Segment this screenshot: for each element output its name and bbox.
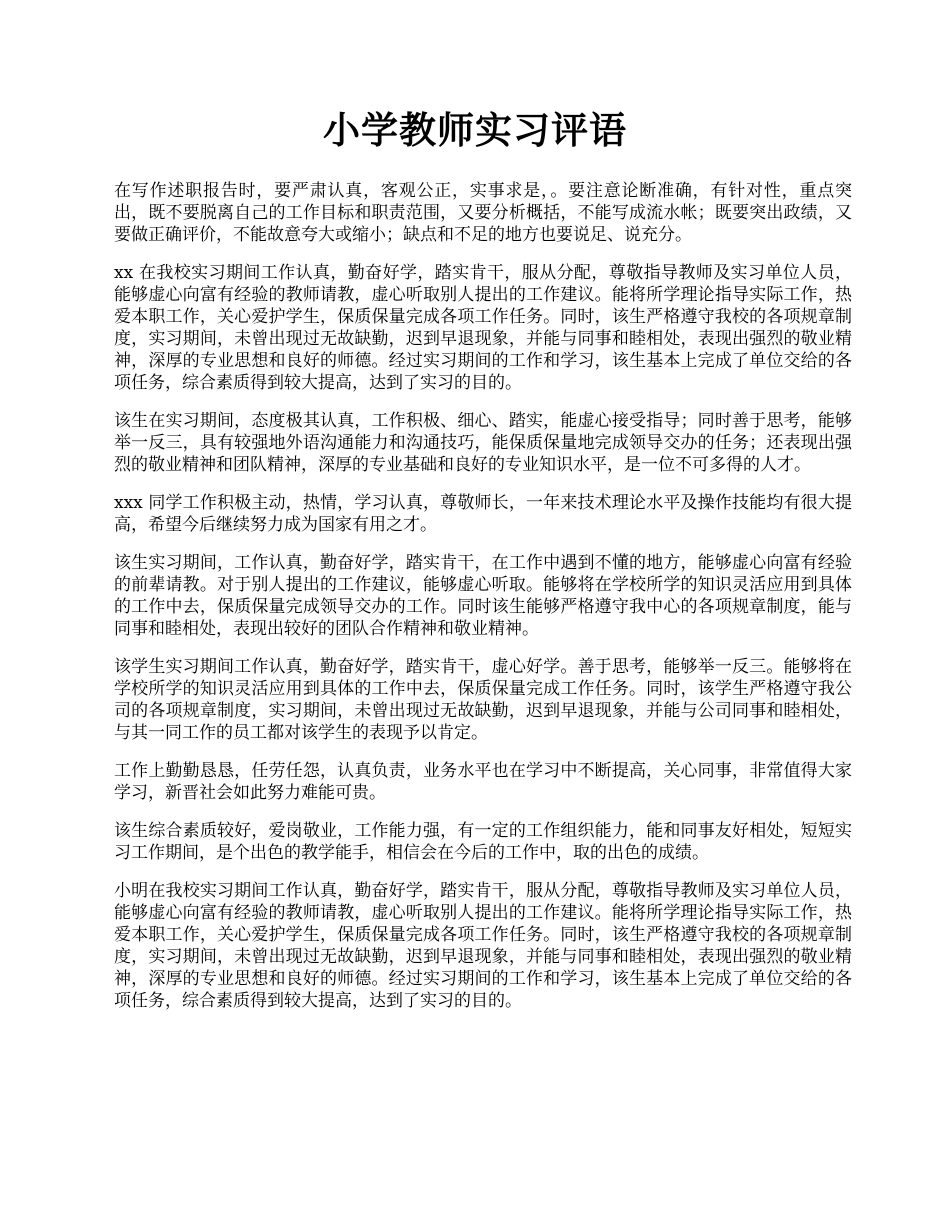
paragraph-comment-overall: 该生综合素质较好，爱岗敬业，工作能力强，有一定的工作组织能力，能和同事友好相处，短短实习工作期间，是个出色的教学能手，相信会在今后的工作中，取的出色的成绩。 xyxy=(114,821,852,863)
paragraph-comment-xiaoming: 小明在我校实习期间工作认真，勤奋好学，踏实肯干，服从分配，尊敬指导教师及实习单位人员，能够虚心向富有经验的教师请教，虚心听取别人提出的工作建议。能将所学理论指导实际工作，热爱本职工作，关心爱护学生，保质保量完成各项工作任务。同时，该生严格遵守我校的各项规章制度，实习期间，未曾出现过无故缺勤，迟到早退现象，并能与同事和睦相处，表现出强烈的敬业精神，深厚的专业思想和良好的师德。经过实习期间的工作和学习，该生基本上完成了单位交给的各项任务，综合素质得到较大提高，达到了实习的目的。 xyxy=(114,881,852,1011)
paragraph-comment-xxx: xxx 同学工作积极主动，热情，学习认真，尊敬师长，一年来技术理论水平及操作技能均有很大提高，希望今后继续努力成为国家有用之才。 xyxy=(114,493,852,535)
paragraph-comment-xx: xx 在我校实习期间工作认真，勤奋好学，踏实肯干，服从分配，尊敬指导教师及实习单位人员，能够虚心向富有经验的教师请教，虚心听取别人提出的工作建议。能将所学理论指导实际工作，热爱本职工作，关心爱护学生，保质保量完成各项工作任务。同时，该生严格遵守我校的各项规章制度，实习期间，未曾出现过无故缺勤，迟到早退现象，并能与同事和睦相处，表现出强烈的敬业精神，深厚的专业思想和良好的师德。经过实习期间的工作和学习，该生基本上完成了单位交给的各项任务，综合素质得到较大提高，达到了实习的目的。 xyxy=(114,263,852,393)
paragraph-comment-diligent: 工作上勤勤恳恳，任劳任怨，认真负责，业务水平也在学习中不断提高，关心同事，非常值得大家学习，新晋社会如此努力难能可贵。 xyxy=(114,761,852,803)
paragraph-comment-attitude: 该生在实习期间，态度极其认真，工作积极、细心、踏实，能虚心接受指导；同时善于思考，能够举一反三，具有较强地外语沟通能力和沟通技巧，能保质保量地完成领导交办的任务；还表现出强烈的敬业精神和团队精神，深厚的专业基础和良好的专业知识水平，是一位不可多得的人才。 xyxy=(114,411,852,475)
paragraph-intro: 在写作述职报告时，要严肃认真，客观公正，实事求是，。要注意论断准确，有针对性，重点突出，既不要脱离自己的工作目标和职责范围，又要分析概括，不能写成流水帐；既要突出政绩，又要做正确评价，不能故意夸大或缩小；缺点和不足的地方也要说足、说充分。 xyxy=(114,181,852,245)
page-title: 小学教师实习评语 xyxy=(323,108,627,152)
paragraph-comment-company: 该学生实习期间工作认真，勤奋好学，踏实肯干，虚心好学。善于思考，能够举一反三。能够将在学校所学的知识灵活应用到具体的工作中去，保质保量完成工作任务。同时，该学生严格遵守我公司的各项规章制度，实习期间，未曾出现过无故缺勤，迟到早退现象，并能与公司同事和睦相处，与其一同工作的员工都对该学生的表现予以肯定。 xyxy=(114,657,852,743)
paragraph-comment-center: 该生实习期间，工作认真，勤奋好学，踏实肯干，在工作中遇到不懂的地方，能够虚心向富有经验的前辈请教。对于别人提出的工作建议，能够虚心听取。能够将在学校所学的知识灵活应用到具体的工作中去，保质保量完成领导交办的工作。同时该生能够严格遵守我中心的各项规章制度，能与同事和睦相处，表现出较好的团队合作精神和敬业精神。 xyxy=(114,553,852,639)
document-body xyxy=(114,180,852,1028)
